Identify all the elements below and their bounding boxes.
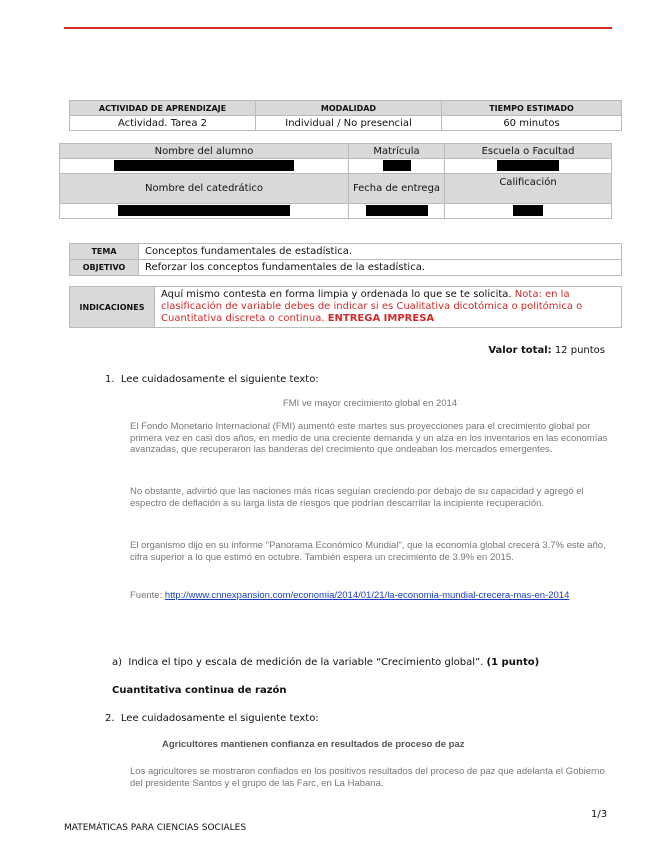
q2-instruction-text: Lee cuidadosamente el siguiente texto: [120,713,319,724]
indicaciones-entrega: ENTREGA IMPRESA [327,313,435,324]
matricula-label: Matrícula [349,144,445,159]
student-table [59,143,612,219]
objetivo-label: OBJETIVO [70,260,139,276]
fecha-label: Fecha de entrega [349,174,445,204]
valor-total-value: 12 puntos [554,345,605,356]
q1-paragraph-1: El Fondo Monetario Internacional (FMI) aumentó este martes sus proyecciones para el crecimiento global por primera vez en casi dos años, en medio de una creciente demanda y un alza en los inventarios en las economías avanzadas, que recuperaron las banderas del crecimiento que ondeaban los mercados emergentes. [130,421,608,455]
modality-value: Individual / No presencial [256,116,442,131]
activity-table [69,100,622,131]
modality-header: MODALIDAD [256,101,442,116]
q1-sub-a-label: a) [112,657,123,668]
indicaciones-instruction: Aquí mismo contesta en forma limpia y ordenada lo que se te solicita. [161,289,512,300]
q2-paragraph-1: Los agricultores se mostraron confiados en los positivos resultados del proceso de paz que adelanta el Gobierno del presidente Santos y el grupo de las Farc, en La Habana. [130,766,605,789]
q1-source-label: Fuente: [130,590,163,601]
objetivo-value: Reforzar los conceptos fundamentales de la estadística. [139,260,622,276]
escuela-label: Escuela o Facultad [445,144,612,159]
q1-paragraph-3: El organismo dijo en su informe "Panorama Económico Mundial", que la economía global crecerá 3.7% este año, cifra superior a lo que estimó en octubre. También espera un crecimiento de 3.9% en 2015. [130,540,606,563]
q1-number: 1. [105,374,115,385]
catedratico-field [60,204,349,219]
calificacion-label: Calificación [445,174,612,204]
valor-total [488,345,605,356]
indicaciones-text [155,287,622,328]
q1-article-title: FMI ve mayor crecimiento global en 2014 [282,398,458,409]
q1-answer: Cuantitativa continua de razón [112,685,287,696]
student-name-label: Nombre del alumno [60,144,349,159]
time-value: 60 minutos [442,116,622,131]
footer-course: MATEMÁTICAS PARA CIENCIAS SOCIALES [64,823,247,833]
q1-source-link[interactable]: http://www.cnnexpansion.com/economia/2014/01/21/la-economia-mundial-crecera-mas-en-2014 [164,590,570,601]
activity-header: ACTIVIDAD DE APRENDIZAJE [70,101,256,116]
catedratico-label: Nombre del catedrático [60,174,349,204]
student-name-field [60,159,349,174]
indicaciones-note: Nota: en la clasificación de variable debes de indicar si es Cualitativa dicotómica o politómica o Cuantitativa discreta o continua. [161,289,583,324]
activity-value: Actividad. Tarea 2 [70,116,256,131]
fecha-field [349,204,445,219]
indicaciones-table [69,286,622,328]
q1-sub-a [112,657,539,668]
calificacion-field [445,204,612,219]
q2-number: 2. [105,713,115,724]
q2-article-title: Agricultores mantienen confianza en resultados de proceso de paz [162,739,465,750]
tema-value: Conceptos fundamentales de estadística. [139,244,622,260]
q1-instruction-text: Lee cuidadosamente el siguiente texto: [120,374,319,385]
time-header: TIEMPO ESTIMADO [442,101,622,116]
q1-sub-a-points: (1 punto) [486,657,540,668]
q2-instruction [105,713,319,724]
indicaciones-label: INDICACIONES [70,287,155,328]
q1-instruction [105,374,319,385]
q1-paragraph-2: No obstante, advirtió que las naciones más ricas seguían creciendo por debajo de su capacidad y agregó el espectro de deflación a su larga lista de riesgos que podrían descarrilar la incipiente recuperación. [130,486,584,509]
page-number: 1/3 [591,809,608,820]
header-red-line [64,27,612,29]
q1-source [130,590,610,602]
q1-sub-a-text: Indica el tipo y escala de medición de la variable “Crecimiento global”. [128,657,484,668]
matricula-field [349,159,445,174]
tema-label: TEMA [70,244,139,260]
valor-total-label: Valor total: [488,345,552,356]
topic-table [69,243,622,276]
escuela-field [445,159,612,174]
